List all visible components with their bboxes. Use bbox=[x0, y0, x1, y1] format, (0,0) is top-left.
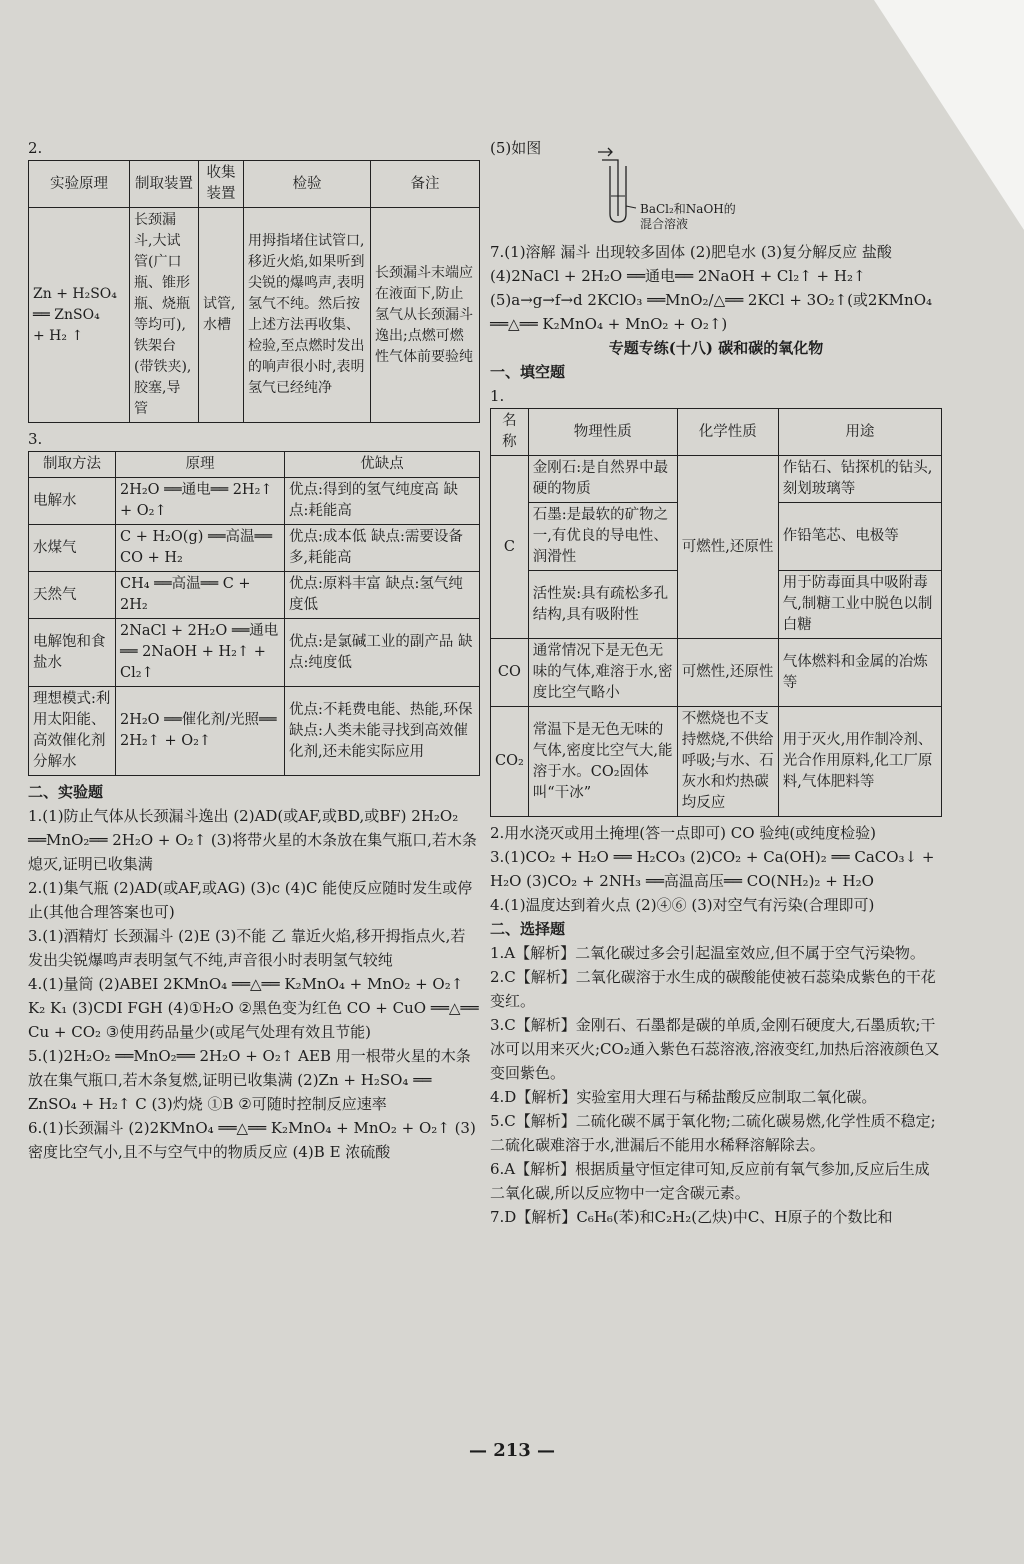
answer-item: 1.(1)防止气体从长颈漏斗逸出 (2)AD(或AF,或BD,或BF) 2H₂O₂ ══MnO₂══ 2H₂O + O₂↑ (3)将带火星的木条放在集气瓶口,若木条熄灭,证明已收集满 bbox=[28, 807, 477, 873]
answer-item: 6.A【解析】根据质量守恒定律可知,反应前有氧气参加,反应后生成二氧化碳,所以反应物中一定含碳元素。 bbox=[490, 1160, 930, 1202]
table-row bbox=[29, 525, 480, 572]
equation-line: ══ ZnSO₄ bbox=[33, 306, 100, 323]
answer-item: 7.D【解析】C₆H₆(苯)和C₂H₂(乙炔)中C、H原子的个数比和 bbox=[490, 1208, 893, 1226]
header-cell: 检验 bbox=[244, 161, 371, 208]
question-number: 3. bbox=[28, 430, 43, 448]
answer-item: 3.(1)酒精灯 长颈漏斗 (2)E (3)不能 乙 靠近火焰,移开拇指点火,若发出尖锐爆鸣声表明氢气不纯,声音很小时表明氢气较纯 bbox=[28, 927, 466, 969]
answer-item: 4.D【解析】实验室用大理石与稀盐酸反应制取二氧化碳。 bbox=[490, 1088, 877, 1106]
method-cell: 理想模式:利用太阳能、高效催化剂分解水 bbox=[29, 687, 116, 776]
name-cell: CO bbox=[491, 639, 529, 707]
table-row bbox=[491, 456, 942, 503]
proscons-cell: 优点:原料丰富 缺点:氢气纯度低 bbox=[285, 572, 480, 619]
table-row bbox=[29, 619, 480, 687]
chem-cell: 可燃性,还原性 bbox=[677, 639, 778, 707]
answer-item: 1.A【解析】二氧化碳过多会引起温室效应,但不属于空气污染物。 bbox=[490, 944, 925, 962]
answer-item: 2.用水浇灭或用土掩埋(答一点即可) CO 验纯(或纯度检验) bbox=[490, 824, 877, 842]
header-cell: 制取方法 bbox=[29, 452, 116, 478]
figure-block bbox=[490, 136, 942, 240]
section-heading: 一、填空题 bbox=[490, 363, 566, 381]
use-cell: 气体燃料和金属的冶炼等 bbox=[778, 639, 941, 707]
gas-arrow bbox=[598, 148, 612, 156]
method-cell: 水煤气 bbox=[29, 525, 116, 572]
question-number: 1. bbox=[490, 387, 505, 405]
phys-cell: 通常情况下是无色无味的气体,难溶于水,密度比空气略小 bbox=[528, 639, 677, 707]
answer-item: 5.(1)2H₂O₂ ══MnO₂══ 2H₂O + O₂↑ AEB 用一根带火星的木条放在集气瓶口,若木条复燃,证明已收集满 (2)Zn + H₂SO₄ ══ ZnSO₄ + H₂↑ C (3)灼烧 ①B ②可随时控制反应速率 bbox=[28, 1047, 471, 1113]
test-cell: 用拇指堵住试管口,移近火焰,如果听到尖锐的爆鸣声,表明氢气不纯。然后按上述方法再收集、检验,至点燃时发出的响声很小时,表明氢气已经纯净 bbox=[244, 208, 371, 423]
header-cell: 备注 bbox=[371, 161, 480, 208]
phys-cell: 活性炭:具有疏松多孔结构,具有吸附性 bbox=[528, 571, 677, 639]
question-label: (5)如图 bbox=[490, 139, 542, 157]
page-number: — 213 — bbox=[468, 1440, 556, 1461]
hydrogen-lab-table bbox=[28, 160, 480, 423]
answer-item: 6.(1)长颈漏斗 (2)2KMnO₄ ══△══ K₂MnO₄ + MnO₂ + O₂↑ (3)密度比空气小,且不与空气中的物质反应 (4)B E 浓硫酸 bbox=[28, 1119, 476, 1161]
proscons-cell: 优点:是氯碱工业的副产品 缺点:纯度低 bbox=[285, 619, 480, 687]
collect-cell: 试管,水槽 bbox=[199, 208, 244, 423]
name-cell: C bbox=[491, 456, 529, 639]
use-cell: 作钻石、钻探机的钻头,刻划玻璃等 bbox=[778, 456, 941, 503]
answer-item: 4.(1)温度达到着火点 (2)④⑥ (3)对空气有污染(合理即可) bbox=[490, 896, 875, 914]
use-cell: 用于防毒面具中吸附毒气,制糖工业中脱色以制白糖 bbox=[778, 571, 941, 639]
table-row bbox=[29, 208, 480, 423]
table-header-row bbox=[491, 409, 942, 456]
answer-item: 2.(1)集气瓶 (2)AD(或AF,或AG) (3)c (4)C 能使反应随时发生或停止(其他合理答案也可) bbox=[28, 879, 473, 921]
equation-line: Zn + H₂SO₄ bbox=[33, 285, 117, 302]
principle-cell: C + H₂O(g) ══高温══ CO + H₂ bbox=[116, 525, 285, 572]
device-cell: 长颈漏斗,大试管(广口瓶、锥形瓶、烧瓶等均可),铁架台(带铁夹),胶塞,导管 bbox=[130, 208, 199, 423]
answer-item: 3.(1)CO₂ + H₂O ══ H₂CO₃ (2)CO₂ + Ca(OH)₂ ══ CaCO₃↓ + H₂O (3)CO₂ + 2NH₃ ══高温高压══ CO(NH₂)₂ + H₂O bbox=[490, 848, 935, 890]
header-cell: 用途 bbox=[778, 409, 941, 456]
hydrogen-methods-table bbox=[28, 451, 480, 776]
principle-cell bbox=[29, 208, 130, 423]
table-row bbox=[491, 707, 942, 817]
table-row bbox=[29, 572, 480, 619]
principle-cell: 2H₂O ══通电══ 2H₂↑ + O₂↑ bbox=[116, 478, 285, 525]
equation-line: + H₂ ↑ bbox=[33, 327, 84, 344]
header-cell: 实验原理 bbox=[29, 161, 130, 208]
question-number: 2. bbox=[28, 139, 43, 157]
chem-cell: 可燃性,还原性 bbox=[677, 456, 778, 639]
use-cell: 用于灭火,用作制冷剂、光合作用原料,化工厂原料,气体肥料等 bbox=[778, 707, 941, 817]
table-row bbox=[29, 687, 480, 776]
proscons-cell: 优点:不耗费电能、热能,环保 缺点:人类未能寻找到高效催化剂,还未能实际应用 bbox=[285, 687, 480, 776]
left-column bbox=[28, 136, 480, 1164]
method-cell: 天然气 bbox=[29, 572, 116, 619]
answer-item: 5.C【解析】二硫化碳不属于氧化物;二硫化碳易燃,化学性质不稳定;二硫化碳难溶于水,泄漏后不能用水稀释溶解除去。 bbox=[490, 1112, 936, 1154]
principle-cell: CH₄ ══高温══ C + 2H₂ bbox=[116, 572, 285, 619]
table-header-row bbox=[29, 161, 480, 208]
right-column bbox=[490, 136, 942, 1229]
answer-item: 4.(1)量筒 (2)ABEI 2KMnO₄ ══△══ K₂MnO₄ + MnO₂ + O₂↑ K₂ K₁ (3)CDI FGH (4)①H₂O ②黑色变为红色 CO + CuO ══△══ Cu + CO₂ ③使用药品量少(或尾气处理有效且节能) bbox=[28, 975, 479, 1041]
answer-item: 2.C【解析】二氧化碳溶于水生成的碳酸能使被石蕊染成紫色的干花变红。 bbox=[490, 968, 936, 1010]
principle-cell: 2NaCl + 2H₂O ══通电══ 2NaOH + H₂↑ + Cl₂↑ bbox=[116, 619, 285, 687]
header-cell: 化学性质 bbox=[677, 409, 778, 456]
chem-cell: 不燃烧也不支持燃烧,不供给呼吸;与水、石灰水和灼热碳均反应 bbox=[677, 707, 778, 817]
use-cell: 作铅笔芯、电极等 bbox=[778, 503, 941, 571]
table-row bbox=[491, 639, 942, 707]
method-cell: 电解饱和食盐水 bbox=[29, 619, 116, 687]
name-cell: CO₂ bbox=[491, 707, 529, 817]
header-cell: 物理性质 bbox=[528, 409, 677, 456]
principle-cell: 2H₂O ══催化剂/光照══ 2H₂↑ + O₂↑ bbox=[116, 687, 285, 776]
carbon-properties-table bbox=[490, 408, 942, 817]
table-row bbox=[29, 478, 480, 525]
header-cell: 原理 bbox=[116, 452, 285, 478]
proscons-cell: 优点:成本低 缺点:需要设备多,耗能高 bbox=[285, 525, 480, 572]
table-header-row bbox=[29, 452, 480, 478]
figure-label: BaCl₂和NaOH的混合溶液 bbox=[640, 202, 736, 231]
method-cell: 电解水 bbox=[29, 478, 116, 525]
answer-item: 3.C【解析】金刚石、石墨都是碳的单质,金刚石硬度大,石墨质软;干冰可以用来灭火;CO₂通入紫色石蕊溶液,溶液变红,加热后溶液颜色又变回紫色。 bbox=[490, 1016, 940, 1082]
header-cell: 优缺点 bbox=[285, 452, 480, 478]
section-heading: 二、实验题 bbox=[28, 783, 104, 801]
header-cell: 收集装置 bbox=[199, 161, 244, 208]
proscons-cell: 优点:得到的氢气纯度高 缺点:耗能高 bbox=[285, 478, 480, 525]
section-heading: 二、选择题 bbox=[490, 920, 566, 938]
phys-cell: 常温下是无色无味的气体,密度比空气大,能溶于水。CO₂固体叫“干冰” bbox=[528, 707, 677, 817]
phys-cell: 石墨:是最软的矿物之一,有优良的导电性、润滑性 bbox=[528, 503, 677, 571]
note-cell: 长颈漏斗末端应在液面下,防止氢气从长颈漏斗逸出;点燃可燃性气体前要验纯 bbox=[371, 208, 480, 423]
header-cell: 制取装置 bbox=[130, 161, 199, 208]
header-cell: 名称 bbox=[491, 409, 529, 456]
topic-title: 专题专练(十八) 碳和碳的氧化物 bbox=[608, 339, 824, 357]
label-leader bbox=[626, 206, 636, 208]
phys-cell: 金刚石:是自然界中最硬的物质 bbox=[528, 456, 677, 503]
answer-item: 7.(1)溶解 漏斗 出现较多固体 (2)肥皂水 (3)复分解反应 盐酸 (4)2NaCl + 2H₂O ══通电══ 2NaOH + Cl₂↑ + H₂↑ (5)a→g→f→d 2KClO₃ ══MnO₂/△══ 2KCl + 3O₂↑(或2KMnO₄ ══△══ K₂MnO₄ + MnO₂ + O₂↑) bbox=[490, 243, 933, 333]
